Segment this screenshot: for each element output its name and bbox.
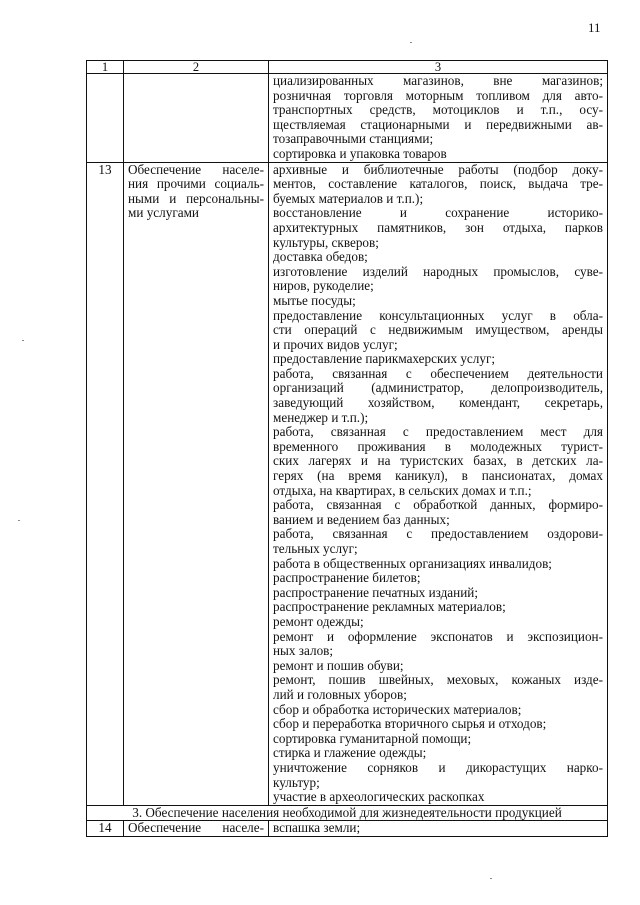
page-number: 11 xyxy=(588,20,601,35)
activity-line: предоставление консультационных услуг в обла- xyxy=(273,308,603,323)
row-name xyxy=(124,821,269,837)
activity-line: сортировка и упаковка товаров xyxy=(273,146,447,161)
row-number: 13 xyxy=(87,162,124,805)
header-col-1: 1 xyxy=(87,61,124,74)
activity-line: заведующий хозяйством, комендант, секретарь, xyxy=(273,396,603,411)
activity-line: работа, связанная с обработкой данных, формиро- xyxy=(273,498,603,513)
activity-line: ремонт и пошив обуви; xyxy=(273,658,404,673)
scan-speck xyxy=(22,340,24,341)
activity-line: сти операций с недвижимым имуществом, аренды xyxy=(273,323,603,338)
activity-line: организаций (администратор, делопроизводитель, xyxy=(273,381,603,396)
activity-line: сбор и обработка исторических материалов; xyxy=(273,702,522,717)
row-name-line: ными и персональны- xyxy=(128,191,264,206)
activity-line: ремонт одежды; xyxy=(273,614,364,629)
activity-line: ванием и ведением баз данных; xyxy=(273,512,450,527)
activity-line: тельных услуг; xyxy=(273,542,358,556)
row-name xyxy=(124,74,269,163)
activity-line: тозаправочными станциями; xyxy=(273,132,434,147)
row-number: 14 xyxy=(87,821,124,837)
activity-line: культур; xyxy=(273,775,320,790)
activity-line: ремонт, пошив швейных, меховых, кожаных изде- xyxy=(273,673,603,688)
activity-line: культуры, скверов; xyxy=(273,235,379,250)
row-activities xyxy=(269,74,608,163)
header-col-2: 2 xyxy=(124,61,269,74)
section-heading: 3. Обеспечение населения необходимой для жизнедеятельности продукцией xyxy=(87,805,608,821)
row-name-line: Обеспечение населе- xyxy=(128,821,264,836)
activity-line: ремонт и оформление экспонатов и экспозицион- xyxy=(273,629,603,644)
scan-speck xyxy=(490,878,492,879)
header-col-3: 3 xyxy=(269,61,608,74)
activity-line: циализированных магазинов, вне магазинов; xyxy=(273,74,603,88)
activity-line: работа, связанная с предоставлением мест для xyxy=(273,425,603,440)
activity-line: участие в археологических раскопках xyxy=(273,790,485,805)
activity-line: предоставление парикмахерских услуг; xyxy=(273,352,496,367)
activity-line: архивные и библиотечные работы (подбор доку- xyxy=(273,162,603,177)
activity-line: работа, связанная с обеспечением деятельности xyxy=(273,366,603,381)
activity-line: изготовление изделий народных промыслов, суве- xyxy=(273,264,603,279)
activity-line: розничная торговля моторным топливом для авто- xyxy=(273,88,603,103)
row-name-line: ми услугами xyxy=(128,206,199,221)
row-name xyxy=(124,162,269,805)
table-row-13 xyxy=(87,162,608,805)
activity-line: и прочих видов услуг; xyxy=(273,337,398,352)
activity-line: доставка обедов; xyxy=(273,250,368,265)
scan-speck xyxy=(410,42,412,43)
table-row-continued xyxy=(87,74,608,163)
activity-line: ществляемая стационарными и передвижными ав- xyxy=(273,117,603,132)
scan-speck xyxy=(18,520,20,521)
row-name-line: ния прочими социаль- xyxy=(128,177,264,192)
activity-line: временного проживания в молодежных турист- xyxy=(273,439,603,454)
activity-line: распространение билетов; xyxy=(273,571,421,586)
activity-line: уничтожение сорняков и дикорастущих нарко- xyxy=(273,760,603,775)
activity-line: ментов, составление каталогов, поиск, выдача тре- xyxy=(273,177,603,192)
activity-line: распространение рекламных материалов; xyxy=(273,600,506,615)
activity-line: сортировка гуманитарной помощи; xyxy=(273,731,472,746)
activity-line: отдыха, на квартирах, в сельских домах и т.п.; xyxy=(273,483,532,498)
activity-table xyxy=(86,60,608,837)
activity-line: вспашка земли; xyxy=(273,821,361,836)
activity-line: работа, связанная с предоставлением оздорови- xyxy=(273,527,603,542)
activity-line: транспортных средств, мотоциклов и т.п., осу- xyxy=(273,103,603,118)
activity-line: ских лагерях и на туристских базах, в детских ла- xyxy=(273,454,603,469)
activity-line: герях (на время каникул), в пансионатах, домах xyxy=(273,469,603,484)
section-heading-row xyxy=(87,805,608,821)
activity-line: сбор и переработка вторичного сырья и отходов; xyxy=(273,717,547,732)
row-name-line: Обеспечение населе- xyxy=(128,162,264,177)
row-activities xyxy=(269,162,608,805)
table-row-14 xyxy=(87,821,608,837)
table-header-row xyxy=(87,61,608,74)
activity-line: распространение печатных изданий; xyxy=(273,585,478,600)
activity-line: стирка и глажение одежды; xyxy=(273,746,427,761)
activity-line: ниров, рукоделие; xyxy=(273,279,374,294)
activity-line: менеджер и т.п.); xyxy=(273,410,369,425)
row-activities xyxy=(269,821,608,837)
activity-line: мытье посуды; xyxy=(273,293,356,308)
activity-line: лий и головных уборов; xyxy=(273,687,407,702)
row-number xyxy=(87,74,124,163)
activity-line: архитектурных памятников, зон отдыха, парков xyxy=(273,220,603,235)
activity-line: восстановление и сохранение историко- xyxy=(273,206,603,221)
activity-line: работа в общественных организациях инвалидов; xyxy=(273,556,552,571)
activity-line: ных залов; xyxy=(273,644,334,659)
activity-line: буемых материалов и т.п.); xyxy=(273,191,424,206)
